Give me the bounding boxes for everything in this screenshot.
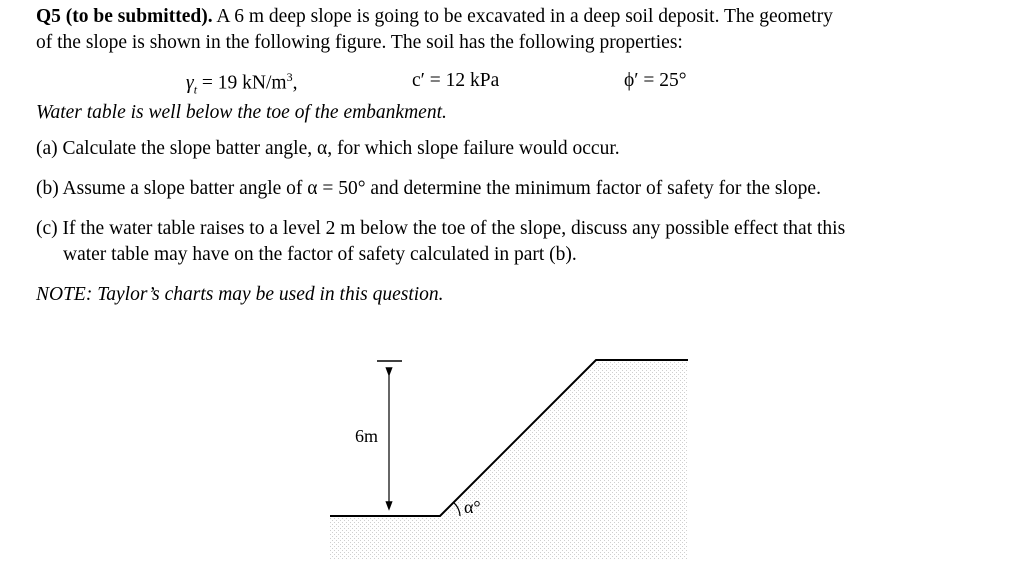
- question-intro-1: A 6 m deep slope is going to be excavated in a deep soil deposit. The geometry: [212, 6, 833, 27]
- part-c-line-1: (c) If the water table raises to a level 2 m below the toe of the slope, discuss any possible effect that this: [36, 218, 846, 239]
- question-title: Q5 (to be submitted).: [36, 6, 213, 27]
- angle-label: α°: [464, 497, 481, 517]
- part-a: (a) Calculate the slope batter angle, α, for which slope failure would occur.: [36, 138, 620, 159]
- friction-angle: ϕ′ = 25°: [624, 70, 687, 91]
- cohesion: c′ = 12 kPa: [412, 70, 500, 91]
- height-label: 6m: [355, 426, 379, 446]
- note: NOTE: Taylor’s charts may be used in this question.: [36, 284, 444, 305]
- question-intro-2: of the slope is shown in the following figure. The soil has the following properties:: [36, 32, 683, 53]
- unit-weight: $\gamma_t = 19$ $kN/m^3$,: [186, 70, 298, 97]
- soil-body: [330, 360, 688, 560]
- water-table-note: Water table is well below the toe of the embankment.: [36, 102, 447, 123]
- part-b: (b) Assume a slope batter angle of α = 50° and determine the minimum factor of safety for the slope.: [36, 178, 821, 199]
- part-c-line-2: water table may have on the factor of safety calculated in part (b).: [63, 244, 577, 265]
